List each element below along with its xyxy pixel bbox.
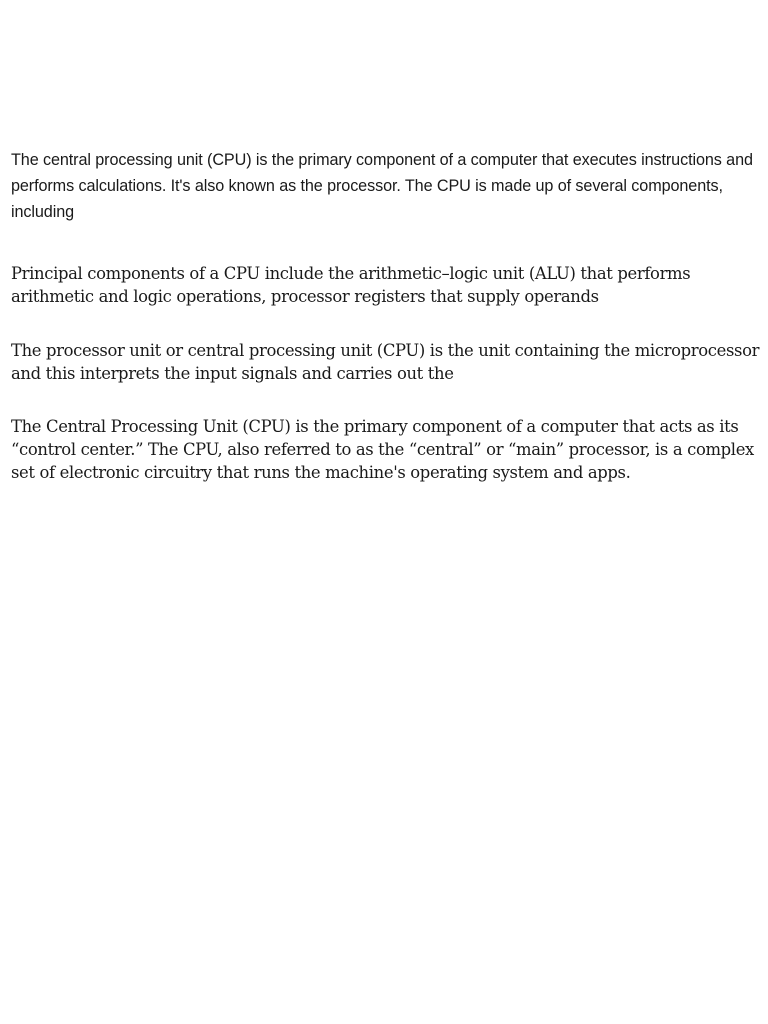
- paragraph-processor-unit: The processor unit or central processing unit (CPU) is the unit containing the microprocessor and this interprets the input signals and carries out the: [11, 341, 760, 383]
- paragraph-cpu-definition: The central processing unit (CPU) is the primary component of a computer that executes instructions and performs calculations. It's also known as the processor. The CPU is made up of several components, including: [11, 151, 753, 221]
- paragraph-control-center: The Central Processing Unit (CPU) is the primary component of a computer that acts as its “control center.” The CPU, also referred to as the “central” or “main” processor, is a complex set of electronic circuitry that runs the machine's operating system and apps.: [11, 417, 754, 482]
- paragraph-cpu-components: Principal components of a CPU include the arithmetic–logic unit (ALU) that performs arithmetic and logic operations, processor registers that supply operands: [11, 264, 691, 306]
